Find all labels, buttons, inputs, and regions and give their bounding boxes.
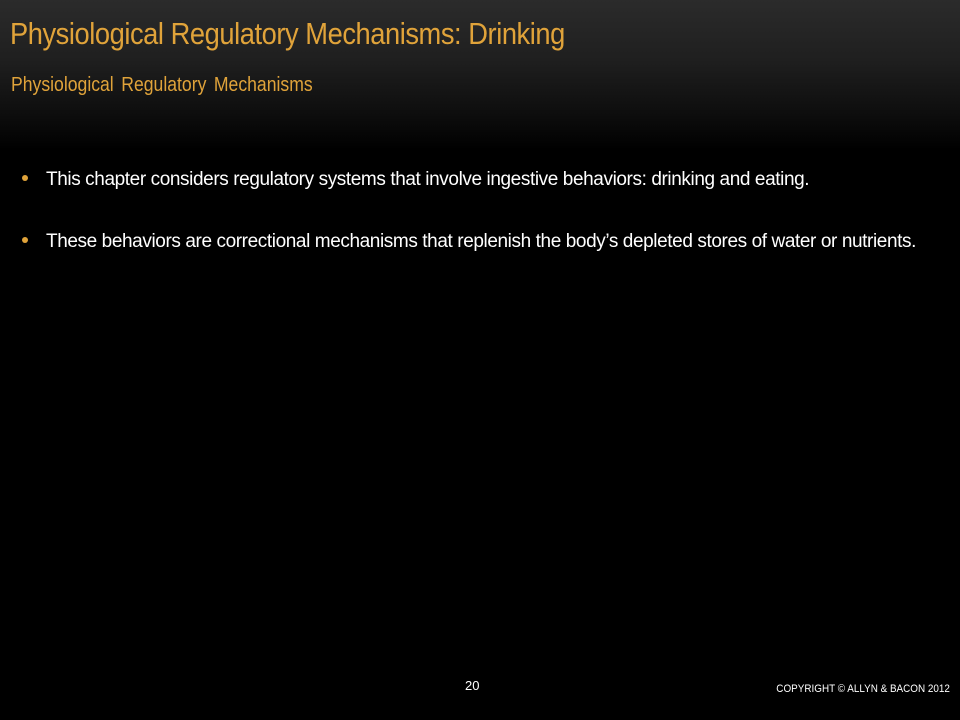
bullet-item — [20, 226, 930, 258]
bullet-text: These behaviors are correctional mechanisms that replenish the body’s depleted stores of water or nutrients. — [46, 231, 916, 252]
slide-subtitle: Physiological Regulatory Mechanisms — [11, 74, 313, 96]
slide-title: Physiological Regulatory Mechanisms: Drinking — [10, 16, 565, 51]
bullet-dot-icon — [22, 237, 28, 243]
bullet-dot-icon — [22, 175, 28, 181]
copyright-notice: COPYRIGHT © ALLYN & BACON 2012 — [776, 683, 950, 695]
bullet-text: This chapter considers regulatory systems that involve ingestive behaviors: drinking and eating. — [46, 169, 810, 190]
page-number: 20 — [465, 678, 480, 693]
bullet-list — [20, 164, 930, 288]
bullet-item — [20, 164, 930, 196]
